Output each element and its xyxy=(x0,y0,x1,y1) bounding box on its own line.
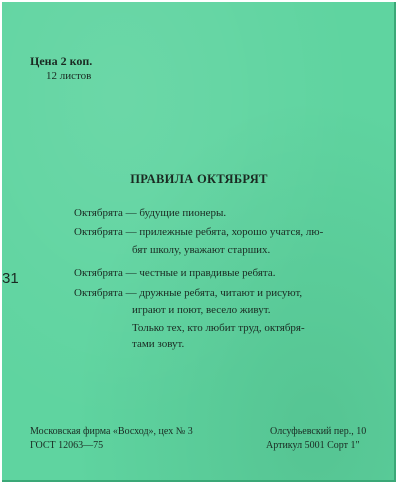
rule-line: Октябрята — прилежные ребята, хорошо учатся, лю- xyxy=(74,226,324,238)
rule-line: Октябрята — будущие пионеры. xyxy=(74,207,227,219)
page-number: 31 xyxy=(2,270,19,287)
rules-title: ПРАВИЛА ОКТЯБРЯТ xyxy=(130,172,268,186)
rule-line: тами зовут. xyxy=(132,338,185,350)
price-label: Цена 2 коп. xyxy=(30,54,93,68)
rule-line: играют и поют, весело живут. xyxy=(132,304,271,316)
gost-text: ГОСТ 12063—75 xyxy=(30,440,104,451)
rule-line: бят школу, уважают старших. xyxy=(132,244,271,256)
rule-line: Октябрята — честные и правдивые ребята. xyxy=(74,267,276,279)
article-text: Артикул 5001 Сорт 1" xyxy=(266,440,360,451)
address-text: Олсуфьевский пер., 10 xyxy=(270,426,367,437)
rule-line: Только тех, кто любит труд, октября- xyxy=(132,322,305,334)
sheets-count: 12 листов xyxy=(46,70,92,82)
notebook-cover xyxy=(2,2,396,482)
manufacturer-text: Московская фирма «Восход», цех № 3 xyxy=(30,426,193,437)
rule-line: Октябрята — дружные ребята, читают и рисуют, xyxy=(74,287,303,299)
